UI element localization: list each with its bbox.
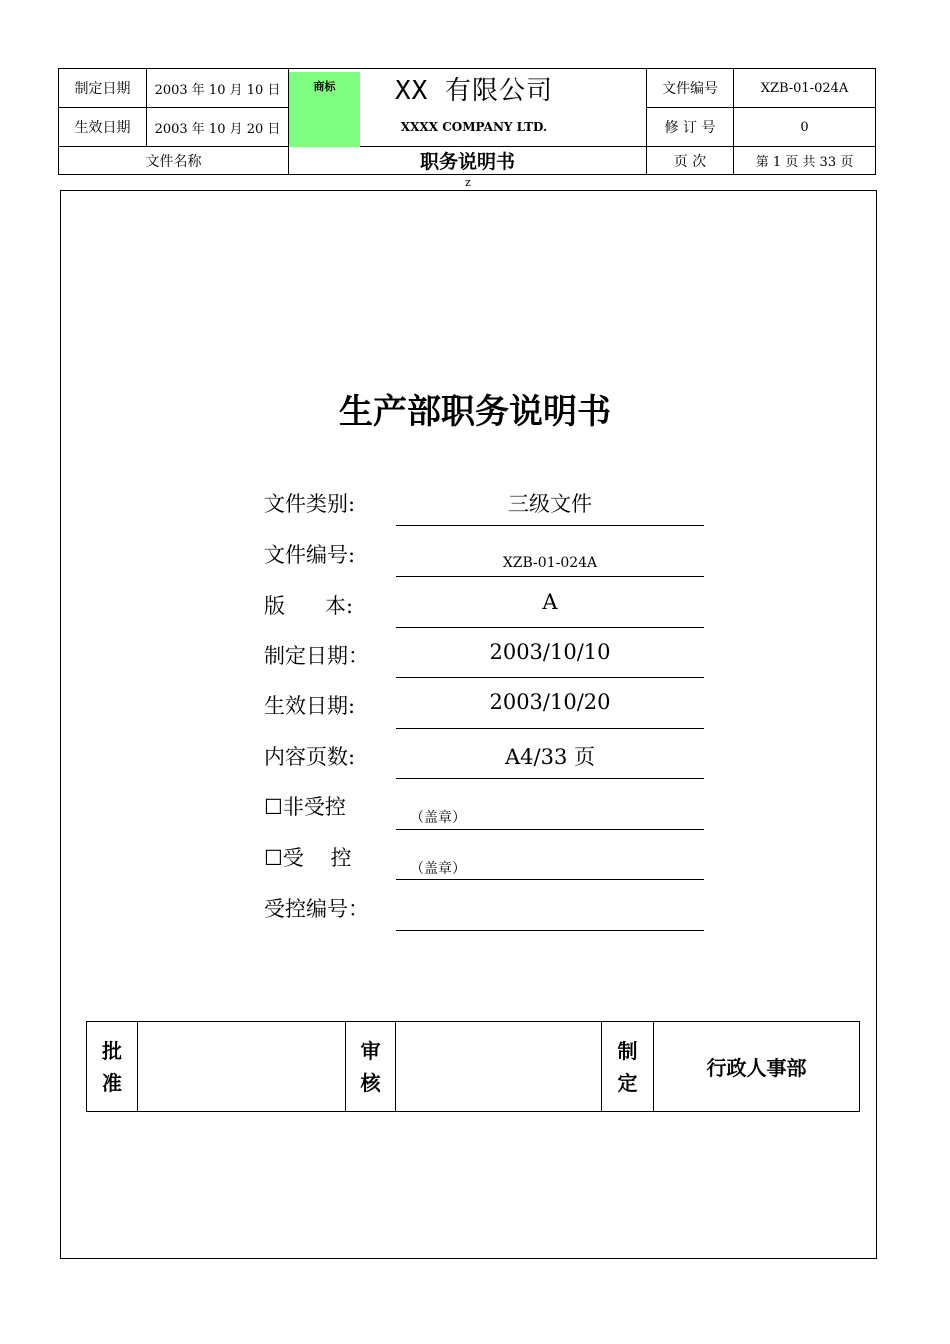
- field-underline: [396, 879, 704, 880]
- prepare-label: [602, 1022, 653, 1111]
- seal-placeholder: （盖章）: [410, 861, 466, 877]
- revision-label: 修 订 号: [664, 120, 716, 136]
- page-value: 第 1 页 共 33 页: [755, 155, 854, 170]
- field-value-effective-date: 2003/10/20: [489, 690, 611, 714]
- doc-name-label: 文件名称: [145, 153, 202, 170]
- field-underline: [396, 829, 704, 830]
- field-underline: [396, 778, 704, 779]
- field-label-effective-date: 生效日期:: [264, 694, 356, 718]
- field-label-control-number: 受控编号：: [264, 897, 369, 921]
- company-name-en: XXXX COMPANY LTD.: [400, 120, 548, 134]
- field-value-category: 三级文件: [508, 492, 592, 516]
- document-header-table: [58, 68, 876, 175]
- prepared-by-department: 行政人事部: [706, 1056, 807, 1080]
- field-label-version: 版 本:: [264, 594, 354, 618]
- approval-divider: [395, 1022, 396, 1111]
- revision-value: 0: [800, 119, 809, 135]
- field-value-page-count: A4/33 页: [505, 745, 595, 769]
- field-label-page-count: 内容页数:: [264, 745, 356, 769]
- page-title: 生产部职务说明书: [339, 392, 611, 432]
- field-underline: [396, 677, 704, 678]
- field-label-category: 文件类别:: [264, 492, 356, 516]
- prepare-label-char: 制: [617, 1038, 638, 1063]
- review-label-char: 审: [360, 1038, 381, 1063]
- field-value-doc-number: XZB-01-024A: [502, 555, 598, 571]
- field-underline: [396, 930, 704, 931]
- company-name-cn: XX 有限公司: [395, 75, 553, 106]
- doc-number-label: 文件编号: [662, 81, 718, 97]
- valid-date-value: 2003 年 10 月 20 日: [154, 121, 281, 137]
- seal-placeholder: （盖章）: [410, 810, 466, 826]
- review-label-char: 核: [360, 1070, 381, 1095]
- controlled-checkbox-label[interactable]: ☐受 控: [264, 846, 352, 870]
- approval-table: [86, 1021, 860, 1112]
- field-underline: [396, 576, 704, 577]
- approve-label-char: 准: [102, 1070, 122, 1095]
- effective-date-label: 制定日期: [74, 81, 131, 97]
- field-underline: [396, 525, 704, 526]
- approval-divider: [137, 1022, 138, 1111]
- logo-label: 商标: [313, 80, 336, 93]
- approve-label-char: 批: [102, 1038, 122, 1063]
- approve-label: [87, 1022, 137, 1111]
- field-underline: [396, 728, 704, 729]
- field-underline: [396, 627, 704, 628]
- company-logo: [289, 72, 360, 147]
- valid-date-label: 生效日期: [74, 120, 131, 136]
- page-label: 页 次: [673, 153, 707, 170]
- stray-mark: z: [465, 176, 471, 189]
- review-label: [346, 1022, 395, 1111]
- field-label-created-date: 制定日期：: [264, 644, 369, 668]
- field-value-version: A: [542, 590, 558, 614]
- effective-date-value: 2003 年 10 月 10 日: [154, 82, 281, 98]
- doc-number-value: XZB-01-024A: [760, 80, 849, 96]
- field-value-created-date: 2003/10/10: [489, 640, 611, 664]
- field-label-doc-number: 文件编号:: [264, 543, 356, 567]
- uncontrolled-checkbox-label[interactable]: ☐非受控: [264, 795, 346, 819]
- doc-name-value: 职务说明书: [419, 151, 515, 173]
- prepare-label-char: 定: [617, 1070, 638, 1095]
